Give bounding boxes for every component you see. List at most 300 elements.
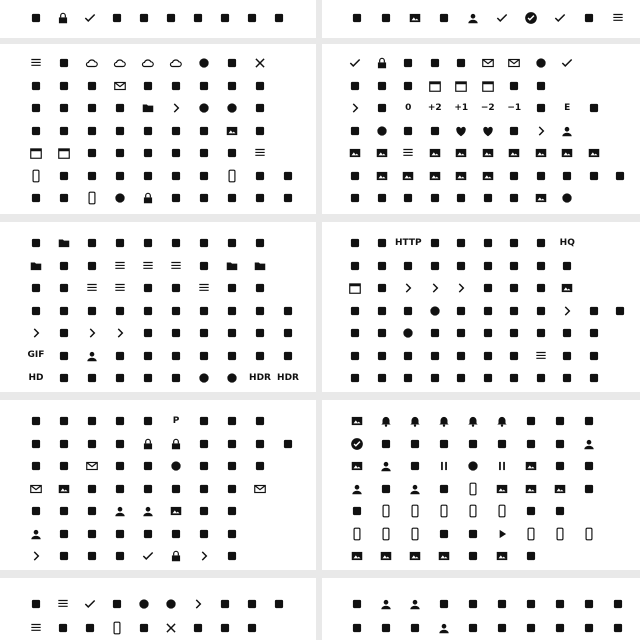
mic-icon[interactable] [78, 478, 106, 501]
history-icon[interactable] [528, 75, 555, 98]
two-icon[interactable] [218, 455, 246, 478]
laptop-windows-icon[interactable] [369, 322, 396, 345]
laptop-chromebook-icon[interactable] [395, 300, 422, 323]
play-circle-icon[interactable] [130, 592, 157, 616]
location-icon[interactable] [190, 433, 218, 456]
underline-color-icon[interactable] [218, 277, 246, 300]
mic-icon[interactable] [528, 322, 555, 345]
three-icon[interactable] [78, 433, 106, 456]
notes-icon[interactable] [603, 6, 632, 30]
perm-media-icon[interactable] [545, 455, 574, 478]
filter-drama-icon[interactable] [448, 142, 475, 165]
city-icon[interactable] [274, 433, 302, 456]
filter-3-icon[interactable] [422, 165, 449, 188]
phone-missed-icon[interactable] [574, 523, 603, 546]
place-icon[interactable] [211, 592, 238, 616]
group-icon[interactable] [342, 478, 371, 501]
filter-9plus-icon[interactable] [554, 142, 581, 165]
list-icon[interactable] [190, 277, 218, 300]
healing-icon[interactable] [106, 367, 134, 390]
eject-icon[interactable] [395, 52, 422, 75]
grid-calendar-icon[interactable] [50, 142, 78, 165]
cloud-icon[interactable] [106, 52, 134, 75]
ferry-icon[interactable] [134, 165, 162, 188]
open-with-icon[interactable] [487, 433, 516, 456]
sync-icon[interactable] [22, 6, 49, 30]
movie-icon[interactable] [50, 523, 78, 546]
format-paint-icon[interactable] [22, 277, 50, 300]
plus-one-label[interactable] [448, 97, 475, 120]
music-off-icon[interactable] [134, 523, 162, 546]
layers-off-icon[interactable] [501, 322, 528, 345]
tab-icon[interactable] [554, 322, 581, 345]
pie-chart-outline-icon[interactable] [265, 592, 292, 616]
photo-filter-icon[interactable] [371, 545, 400, 568]
inbox-icon[interactable] [501, 255, 528, 278]
shopping-icon[interactable] [218, 410, 246, 433]
link-off-icon[interactable] [501, 345, 528, 368]
layers-icon[interactable] [475, 322, 502, 345]
sd-storage-icon[interactable] [342, 616, 371, 640]
e-label[interactable] [554, 97, 581, 120]
help-box-icon[interactable] [395, 345, 422, 368]
dns-icon[interactable] [246, 165, 274, 188]
taxi-icon[interactable] [501, 367, 528, 390]
message-icon[interactable] [162, 478, 190, 501]
plug-icon[interactable] [49, 616, 76, 640]
train-icon[interactable] [274, 187, 302, 210]
grid-off-icon[interactable] [134, 345, 162, 368]
fiber-icon[interactable] [501, 165, 528, 188]
gamepad-icon[interactable] [162, 322, 190, 345]
media-icon[interactable] [574, 6, 603, 30]
copy-icon[interactable] [22, 75, 50, 98]
map-icon[interactable] [50, 455, 78, 478]
pin-icon[interactable] [607, 165, 634, 188]
find-page-icon[interactable] [501, 187, 528, 210]
cancel-icon[interactable] [157, 616, 184, 640]
triangle-down-icon[interactable] [78, 142, 106, 165]
picture-in-picture-alt-icon[interactable] [458, 523, 487, 546]
flip-selection-icon[interactable] [106, 232, 134, 255]
copy-outline-icon[interactable] [50, 75, 78, 98]
panorama-wide-icon[interactable] [342, 455, 371, 478]
return-icon[interactable] [581, 322, 608, 345]
file-icon[interactable] [162, 142, 190, 165]
bell-active-icon[interactable] [400, 410, 429, 433]
minus-two-label[interactable] [475, 97, 502, 120]
accessibility-icon[interactable] [400, 616, 429, 640]
my-location-icon[interactable] [78, 523, 106, 546]
hd-label[interactable] [22, 367, 50, 390]
explore-icon[interactable] [528, 97, 555, 120]
book-icon[interactable] [342, 255, 369, 278]
paw-icon[interactable] [516, 500, 545, 523]
flight-icon[interactable] [134, 232, 162, 255]
security-icon[interactable] [574, 592, 603, 616]
desktop-icon[interactable] [106, 142, 134, 165]
settings-icon[interactable] [371, 616, 400, 640]
gif-label[interactable] [22, 345, 50, 368]
left-icon[interactable] [22, 545, 50, 568]
five-icon[interactable] [22, 455, 50, 478]
mail-box-icon[interactable] [22, 478, 50, 501]
mood-icon[interactable] [106, 500, 134, 523]
picture-in-picture-icon[interactable] [429, 523, 458, 546]
crop-rotate-icon[interactable] [162, 120, 190, 143]
pan-icon[interactable] [458, 433, 487, 456]
alarm-off-icon[interactable] [265, 6, 292, 30]
library-icon[interactable] [342, 345, 369, 368]
pie-chart-icon[interactable] [238, 592, 265, 616]
redo-icon[interactable] [106, 300, 134, 323]
link-icon[interactable] [475, 345, 502, 368]
code-icon[interactable] [50, 52, 78, 75]
crop-din-icon[interactable] [106, 97, 134, 120]
align-left-icon[interactable] [134, 255, 162, 278]
keyboard-tab-icon[interactable] [581, 300, 608, 323]
contact-mail-icon[interactable] [106, 75, 134, 98]
hospital-icon[interactable] [369, 367, 396, 390]
forward-10-icon[interactable] [78, 322, 106, 345]
filter-none-icon[interactable] [528, 142, 555, 165]
block-icon[interactable] [49, 6, 76, 30]
truck-icon[interactable] [50, 410, 78, 433]
bar-icon[interactable] [554, 367, 581, 390]
photo-camera-icon[interactable] [162, 500, 190, 523]
bell-off-icon[interactable] [429, 410, 458, 433]
router-icon[interactable] [190, 455, 218, 478]
chevron-left-icon[interactable] [422, 277, 449, 300]
disc-icon[interactable] [106, 187, 134, 210]
contact-card-icon[interactable] [78, 75, 106, 98]
payment-icon[interactable] [400, 455, 429, 478]
door-icon[interactable] [162, 75, 190, 98]
eject-icon[interactable] [369, 277, 396, 300]
picture-in-picture-icon[interactable] [22, 592, 49, 616]
filter-center-icon[interactable] [475, 142, 502, 165]
headset-mic-icon[interactable] [162, 367, 190, 390]
map-icon[interactable] [422, 345, 449, 368]
align-right-icon[interactable] [106, 255, 134, 278]
text-format-icon[interactable] [190, 255, 218, 278]
no-location-icon[interactable] [218, 433, 246, 456]
hdr-icon[interactable] [342, 165, 369, 188]
panorama-icon[interactable] [342, 410, 371, 433]
call-merge-icon[interactable] [190, 478, 218, 501]
music-note-icon[interactable] [106, 523, 134, 546]
expand-more-icon[interactable] [581, 97, 608, 120]
label-outline-icon[interactable] [475, 300, 502, 323]
label-icon[interactable] [422, 322, 449, 345]
help-icon[interactable] [50, 367, 78, 390]
invert-icon[interactable] [528, 277, 555, 300]
group-add-icon[interactable] [78, 345, 106, 368]
pause-outline-icon[interactable] [487, 455, 516, 478]
folder-icon[interactable] [50, 232, 78, 255]
photo-frame-icon[interactable] [218, 120, 246, 143]
camera-icon[interactable] [448, 345, 475, 368]
forward-icon[interactable] [22, 322, 50, 345]
dvr-icon[interactable] [190, 187, 218, 210]
crop-free-icon[interactable] [246, 322, 274, 345]
phonelink-off-icon[interactable] [545, 523, 574, 546]
filter-list-icon[interactable] [395, 142, 422, 165]
calendar-icon[interactable] [22, 142, 50, 165]
hearing-icon[interactable] [78, 367, 106, 390]
laptop-icon[interactable] [369, 300, 396, 323]
cast-icon[interactable] [528, 255, 555, 278]
check-all-icon[interactable] [342, 52, 369, 75]
filter-7-icon[interactable] [342, 142, 369, 165]
hotel-icon[interactable] [448, 232, 475, 255]
pen-icon[interactable] [218, 500, 246, 523]
one-icon[interactable] [246, 455, 274, 478]
image-icon[interactable] [528, 187, 555, 210]
playlist-check-icon[interactable] [76, 592, 103, 616]
face-icon[interactable] [458, 6, 487, 30]
align-justify-icon[interactable] [162, 255, 190, 278]
donut-icon[interactable] [528, 52, 555, 75]
phone-call-icon[interactable] [218, 165, 246, 188]
label-outline-icon[interactable] [448, 322, 475, 345]
face-icon[interactable] [554, 120, 581, 143]
people-icon[interactable] [371, 455, 400, 478]
folder-special-icon[interactable] [246, 255, 274, 278]
person-add-icon[interactable] [400, 478, 429, 501]
chat-icon[interactable] [78, 500, 106, 523]
people-icon[interactable] [429, 616, 458, 640]
featured-video-icon[interactable] [422, 120, 449, 143]
dollar-icon[interactable] [190, 500, 218, 523]
flight-icon[interactable] [342, 367, 369, 390]
comment-icon[interactable] [218, 75, 246, 98]
hotel-icon[interactable] [22, 410, 50, 433]
flash-auto-icon[interactable] [22, 232, 50, 255]
arrow-back-icon[interactable] [395, 277, 422, 300]
north-icon[interactable] [218, 545, 246, 568]
crop-5-4-icon[interactable] [246, 120, 274, 143]
filter-icon[interactable] [369, 142, 396, 165]
info-outline-icon[interactable] [475, 255, 502, 278]
highlight-off-icon[interactable] [528, 232, 555, 255]
dashboard-icon[interactable] [78, 120, 106, 143]
search-icon[interactable] [603, 592, 632, 616]
bulb-icon[interactable] [581, 345, 608, 368]
exposure-icon[interactable] [369, 97, 396, 120]
mouse-icon[interactable] [22, 500, 50, 523]
web-icon[interactable] [369, 232, 396, 255]
text-icon[interactable] [545, 616, 574, 640]
filter-frames-icon[interactable] [422, 142, 449, 165]
lock-icon[interactable] [369, 52, 396, 75]
opacity-icon[interactable] [545, 433, 574, 456]
flare-2-icon[interactable] [369, 187, 396, 210]
mood-bad-icon[interactable] [134, 500, 162, 523]
drafts-icon[interactable] [501, 52, 528, 75]
gas-icon[interactable] [395, 367, 422, 390]
mood-icon[interactable] [371, 592, 400, 616]
keyboard-hide-icon[interactable] [342, 300, 369, 323]
favorite-icon[interactable] [448, 120, 475, 143]
bike-icon[interactable] [50, 500, 78, 523]
scissors-icon[interactable] [22, 97, 50, 120]
grid-icon[interactable] [106, 345, 134, 368]
strikethrough-icon[interactable] [218, 300, 246, 323]
bus-icon[interactable] [50, 165, 78, 188]
mic-off-icon[interactable] [106, 478, 134, 501]
circle-icon[interactable] [395, 322, 422, 345]
colorize-icon[interactable] [246, 75, 274, 98]
plus-one-icon[interactable] [238, 616, 265, 640]
check-icon[interactable] [487, 6, 516, 30]
battery-alert-icon[interactable] [211, 6, 238, 30]
circle-icon[interactable] [369, 120, 396, 143]
phone-callback-icon[interactable] [400, 500, 429, 523]
contrast-icon[interactable] [581, 165, 608, 188]
dining-icon[interactable] [581, 367, 608, 390]
switch-icon[interactable] [218, 523, 246, 546]
taxi-icon[interactable] [22, 433, 50, 456]
home-icon[interactable] [475, 232, 502, 255]
place-icon[interactable] [422, 52, 449, 75]
phone-icon[interactable] [342, 523, 371, 546]
favorite-outline-icon[interactable] [475, 120, 502, 143]
layers-icon[interactable] [501, 300, 528, 323]
crop-icon[interactable] [134, 120, 162, 143]
archive-icon[interactable] [395, 75, 422, 98]
dollar-icon[interactable] [211, 616, 238, 640]
hand-icon[interactable] [371, 433, 400, 456]
subtitle-icon[interactable] [448, 52, 475, 75]
sigma-icon[interactable] [218, 322, 246, 345]
settings-icon[interactable] [78, 545, 106, 568]
create-folder-icon[interactable] [134, 97, 162, 120]
phone-locked-icon[interactable] [487, 500, 516, 523]
device-hub-icon[interactable] [274, 165, 302, 188]
description-icon[interactable] [574, 410, 603, 433]
help-icon[interactable] [342, 232, 369, 255]
cloud-upload-icon[interactable] [78, 52, 106, 75]
fast-forward-icon[interactable] [528, 120, 555, 143]
flare-icon[interactable] [342, 187, 369, 210]
event-icon[interactable] [342, 277, 369, 300]
new-releases-icon[interactable] [190, 523, 218, 546]
location-off-icon[interactable] [106, 433, 134, 456]
face-icon[interactable] [22, 523, 50, 546]
file-icon[interactable] [369, 255, 396, 278]
grain-icon[interactable] [218, 345, 246, 368]
cloud-circle-icon[interactable] [190, 52, 218, 75]
crop-portrait-icon[interactable] [78, 97, 106, 120]
phone-android-icon[interactable] [22, 165, 50, 188]
layers-clear-icon[interactable] [528, 300, 555, 323]
folder-shared-icon[interactable] [22, 255, 50, 278]
filter-1-icon[interactable] [475, 165, 502, 188]
parking-label[interactable] [162, 410, 190, 433]
pause-icon[interactable] [429, 455, 458, 478]
contrast-icon[interactable] [501, 277, 528, 300]
file-upload-icon[interactable] [554, 165, 581, 188]
photo-camera-icon[interactable] [342, 545, 371, 568]
play-for-work-icon[interactable] [487, 523, 516, 546]
coffee-icon[interactable] [274, 322, 302, 345]
open-in-new-icon[interactable] [516, 433, 545, 456]
send-icon[interactable] [516, 592, 545, 616]
phone-iphone-icon[interactable] [458, 500, 487, 523]
printer-icon[interactable] [246, 410, 274, 433]
ondemand-video-icon[interactable] [369, 345, 396, 368]
photo-icon[interactable] [400, 545, 429, 568]
quote-icon[interactable] [22, 300, 50, 323]
photo-icon[interactable] [50, 478, 78, 501]
chevron-left-bar-icon[interactable] [554, 300, 581, 323]
event-note-icon[interactable] [475, 75, 502, 98]
download-icon[interactable] [103, 592, 130, 616]
panorama-icon[interactable] [487, 545, 516, 568]
graphic-eq-icon[interactable] [162, 345, 190, 368]
shield-check-icon[interactable] [76, 6, 103, 30]
chat-icon[interactable] [395, 255, 422, 278]
dialpad-icon[interactable] [190, 165, 218, 188]
undo-icon[interactable] [78, 300, 106, 323]
photo-size-icon[interactable] [545, 478, 574, 501]
commit-icon[interactable] [190, 75, 218, 98]
neutral-icon[interactable] [458, 592, 487, 616]
fit-icon[interactable] [274, 300, 302, 323]
fiber-smart-icon[interactable] [528, 165, 555, 188]
format-indent-icon[interactable] [134, 277, 162, 300]
swap-vert-icon[interactable] [554, 255, 581, 278]
bold-icon[interactable] [78, 255, 106, 278]
email-icon[interactable] [475, 52, 502, 75]
movies-icon[interactable] [422, 367, 449, 390]
add-circle-icon[interactable] [162, 455, 190, 478]
pan-tool-icon[interactable] [429, 433, 458, 456]
settings-power-icon[interactable] [603, 616, 632, 640]
share-icon[interactable] [574, 616, 603, 640]
perm-device-icon[interactable] [371, 478, 400, 501]
menu-icon[interactable] [22, 616, 49, 640]
dbr-icon[interactable] [395, 120, 422, 143]
filter-5-icon[interactable] [369, 165, 396, 188]
merge-icon[interactable] [134, 478, 162, 501]
dissatisfied-icon[interactable] [429, 592, 458, 616]
phone-in-talk-icon[interactable] [458, 478, 487, 501]
confirmation-icon[interactable] [134, 75, 162, 98]
battery-charging-icon[interactable] [184, 6, 211, 30]
chevron-right-icon[interactable] [448, 277, 475, 300]
zero-label[interactable] [395, 97, 422, 120]
flash-off-icon[interactable] [246, 232, 274, 255]
screen-rotation-icon[interactable] [246, 433, 274, 456]
portrait-icon[interactable] [130, 616, 157, 640]
block-icon[interactable] [134, 187, 162, 210]
plus-two-label[interactable] [422, 97, 449, 120]
dots-icon[interactable] [190, 367, 218, 390]
lock-open-icon[interactable] [162, 433, 190, 456]
playlist-add-icon[interactable] [49, 592, 76, 616]
hdr-label[interactable] [246, 367, 274, 390]
sports-car-icon[interactable] [475, 367, 502, 390]
fast-rewind-icon[interactable] [501, 120, 528, 143]
flash-icon[interactable] [218, 232, 246, 255]
format-brush-icon[interactable] [50, 277, 78, 300]
dot-icon[interactable] [554, 187, 581, 210]
wifi-icon[interactable] [429, 478, 458, 501]
wifi-icon[interactable] [106, 545, 134, 568]
flag-icon[interactable] [395, 187, 422, 210]
